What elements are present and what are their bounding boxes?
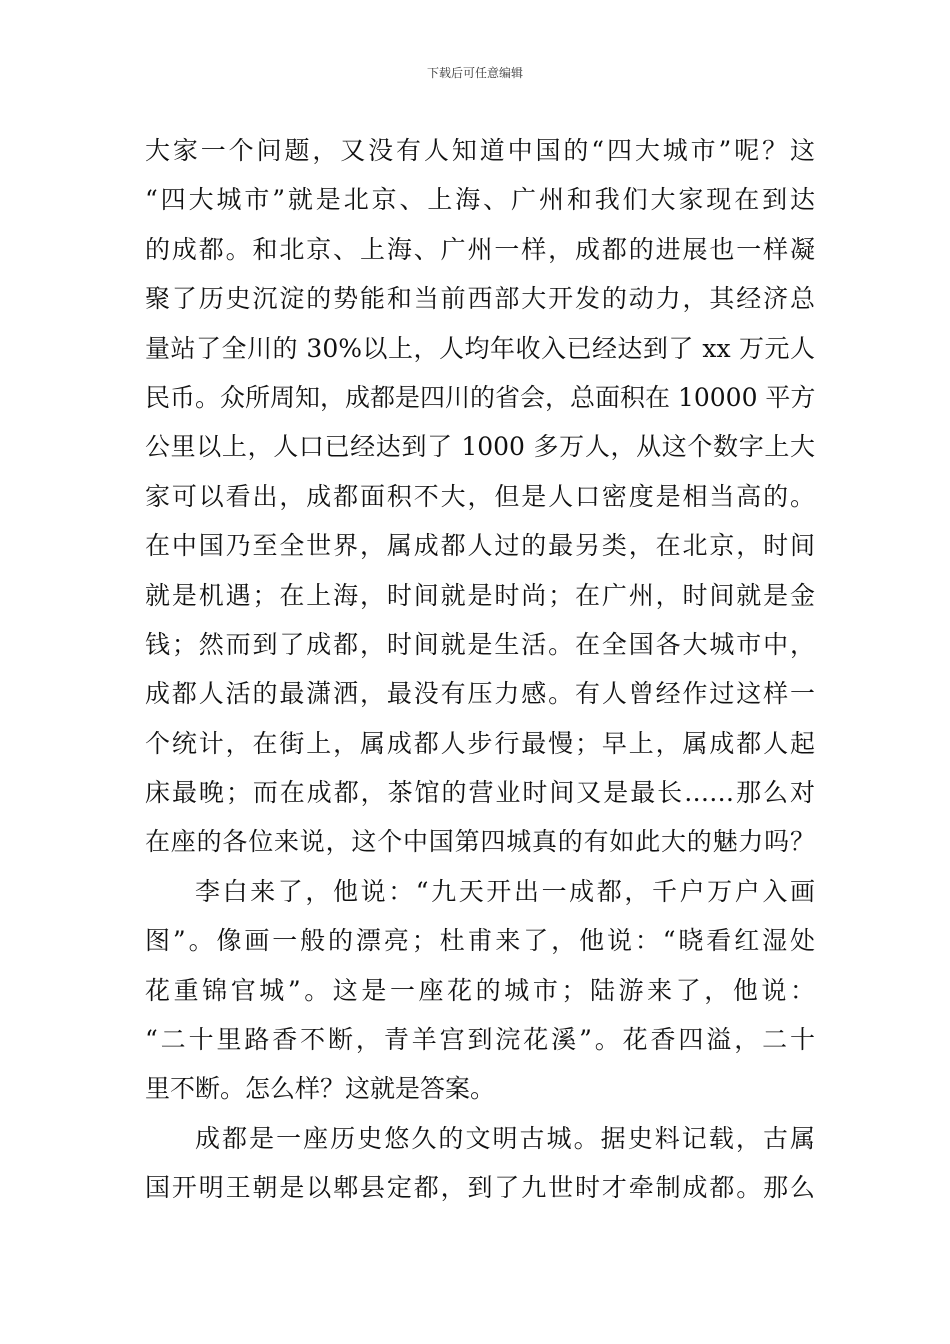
text-line: 个统计，在街上，属成都人步行最慢；早上，属成都人起 bbox=[145, 728, 815, 758]
text-line: 花重锦官城”。这是一座花的城市；陆游来了，他说： bbox=[145, 975, 815, 1005]
text-line: 量站了全川的 30%以上，人均年收入已经达到了 xx 万元人 bbox=[145, 333, 815, 363]
page-header: 下载后可任意编辑 bbox=[426, 66, 523, 80]
text-line: 里不断。怎么样？这就是答案。 bbox=[145, 1074, 496, 1104]
text-line: 钱；然而到了成都，时间就是生活。在全国各大城市中， bbox=[145, 629, 815, 659]
text-line: 成都人活的最潇洒，最没有压力感。有人曾经作过这样一 bbox=[145, 679, 815, 709]
text-line: 的成都。和北京、上海、广州一样，成都的进展也一样凝 bbox=[145, 234, 815, 264]
text-line: 民币。众所周知，成都是四川的省会，总面积在 10000 平方 bbox=[145, 382, 816, 412]
text-line: 在座的各位来说，这个中国第四城真的有如此大的魅力吗？ bbox=[145, 827, 815, 857]
text-line: 床最晚；而在成都，茶馆的营业时间又是最长……那么对 bbox=[145, 778, 815, 808]
text-line: 公里以上，人口已经达到了 1000 多万人，从这个数字上大 bbox=[145, 432, 815, 462]
text-line: 图”。像画一般的漂亮；杜甫来了，他说：“晓看红湿处 bbox=[145, 926, 815, 956]
text-line: “二十里路香不断，青羊宫到浣花溪”。花香四溢，二十 bbox=[145, 1025, 815, 1055]
text-line: 李白来了，他说：“九天开出一成都，千户万户入画 bbox=[195, 876, 815, 906]
text-line: 在中国乃至全世界，属成都人过的最另类，在北京，时间 bbox=[145, 531, 815, 561]
text-line: 家可以看出，成都面积不大，但是人口密度是相当高的。 bbox=[145, 481, 815, 511]
text-line: 聚了历史沉淀的势能和当前西部大开发的动力，其经济总 bbox=[145, 284, 815, 314]
body-text bbox=[145, 126, 815, 1213]
text-line: 大家一个问题，又没有人知道中国的“四大城市”呢？这 bbox=[145, 136, 815, 165]
text-line: “四大城市”就是北京、上海、广州和我们大家现在到达 bbox=[145, 185, 815, 215]
text-line: 国开明王朝是以郫县定都，到了九世时才牵制成都。那么 bbox=[145, 1173, 815, 1203]
text-line: 就是机遇；在上海，时间就是时尚；在广州，时间就是金 bbox=[145, 580, 815, 610]
text-line: 成都是一座历史悠久的文明古城。据史料记载，古属 bbox=[195, 1123, 815, 1153]
